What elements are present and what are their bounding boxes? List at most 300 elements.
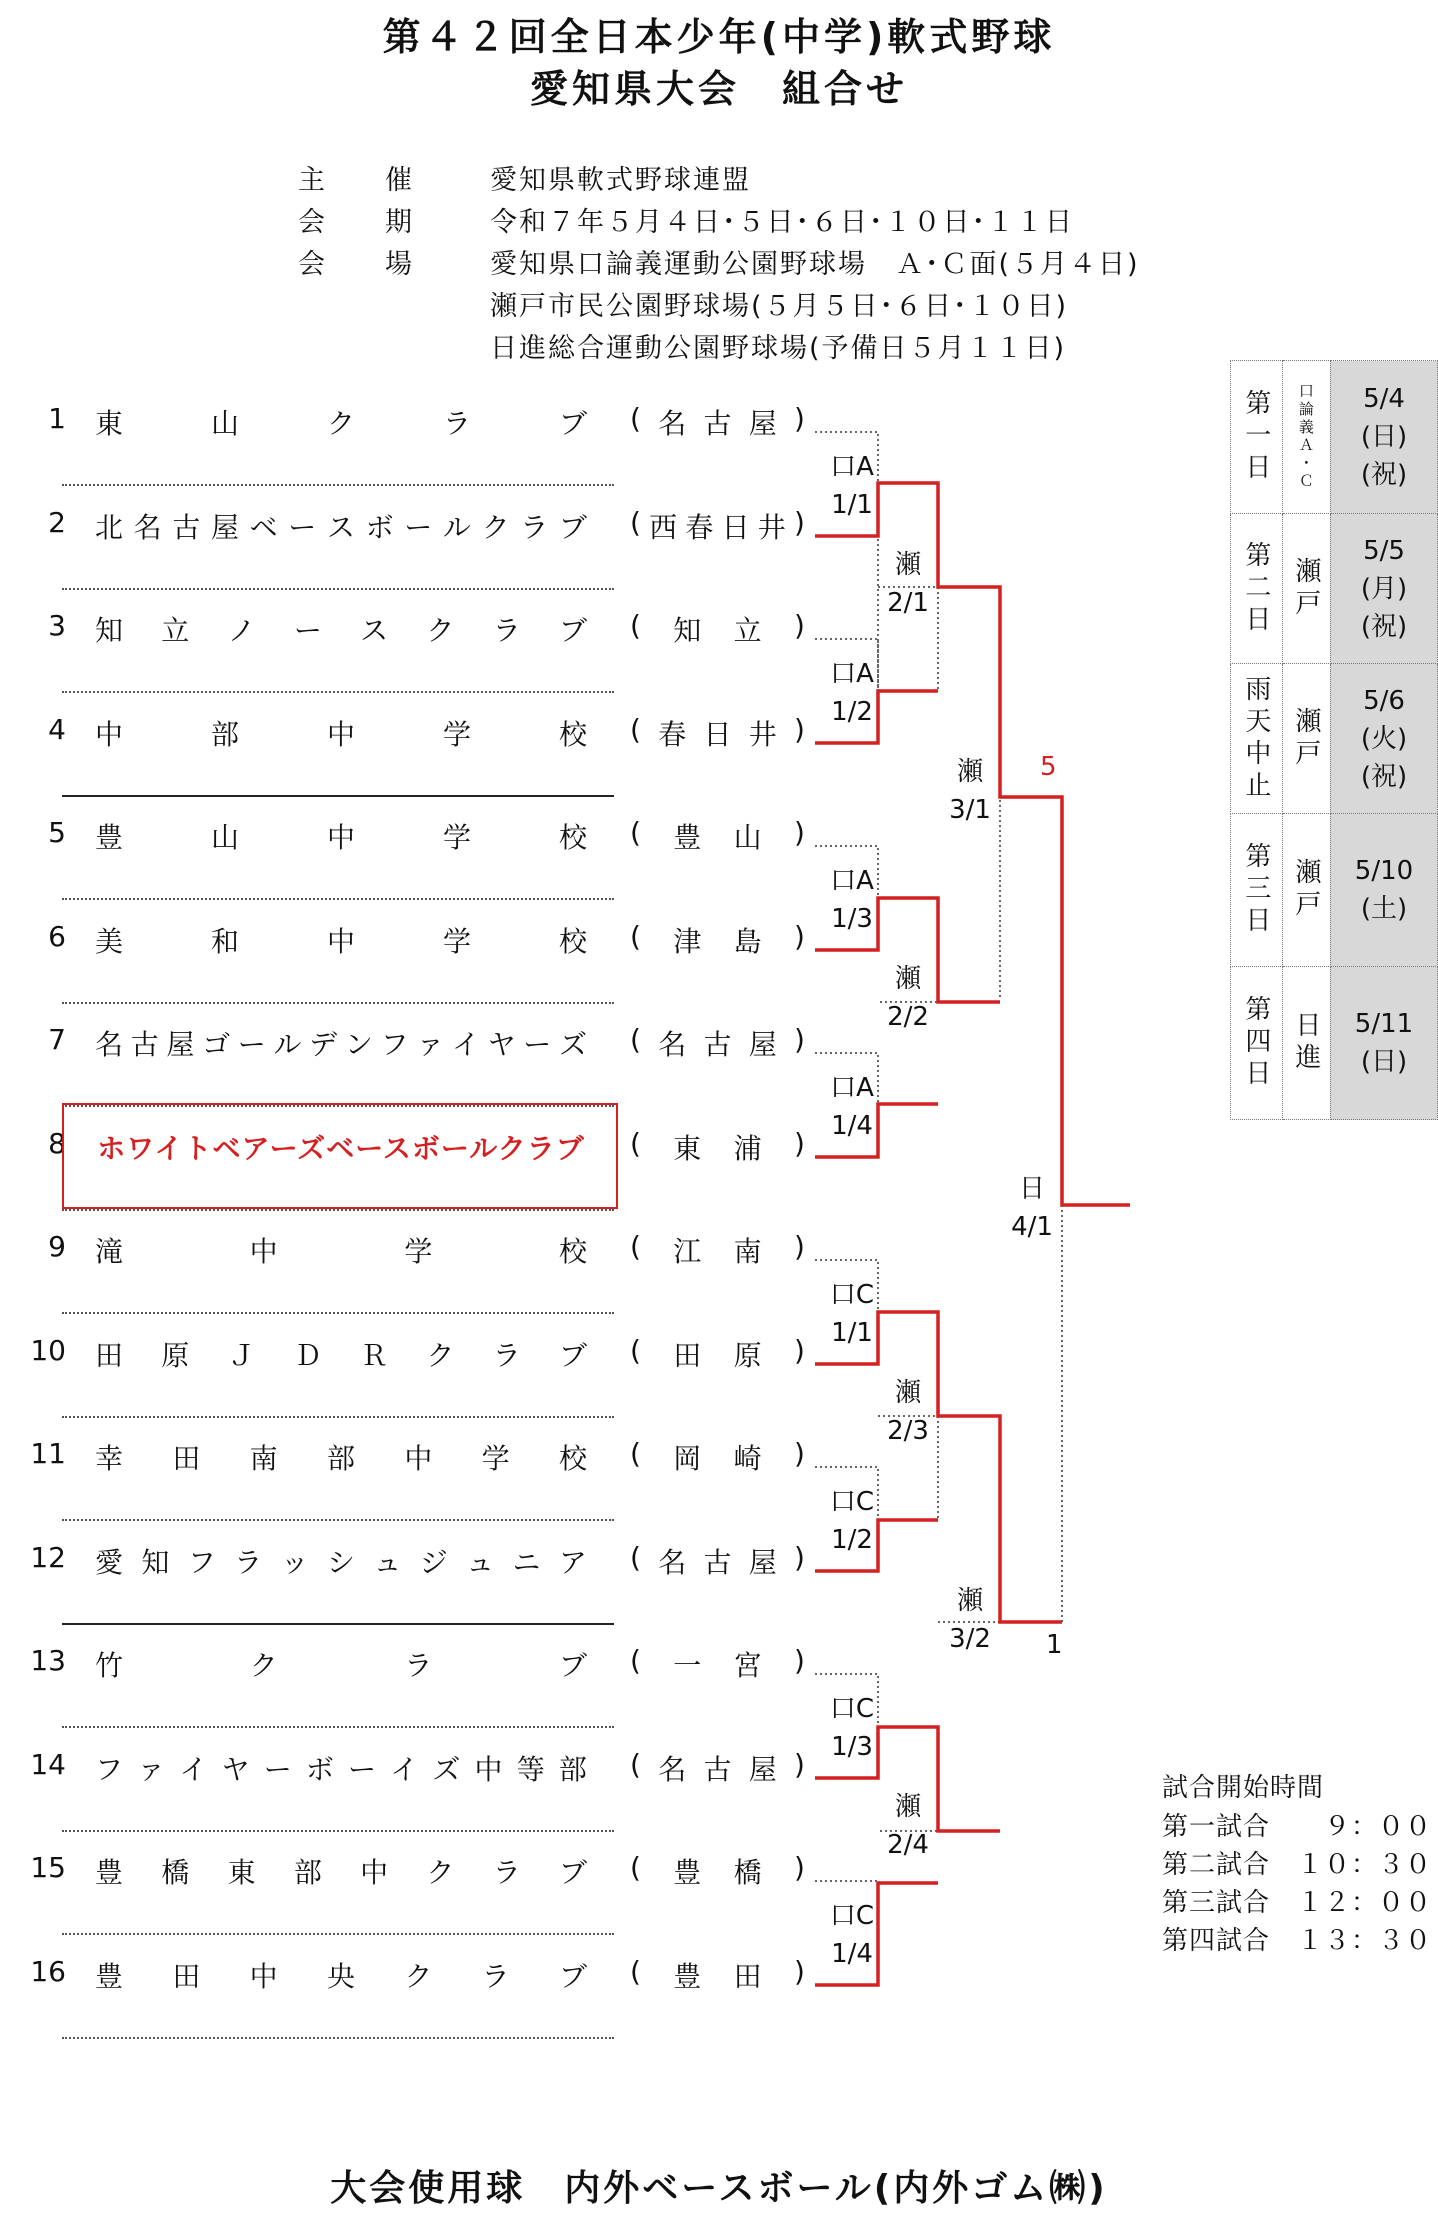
round1-match-label-venue: 口C [829,1694,875,1724]
team-number: 13 [30,1644,66,1677]
round2-match-label [878,1788,938,1864]
schedule-date-date: 5/11 [1354,1009,1414,1039]
team-name-char: ラ [442,407,471,440]
start-time-label: 第二試合 [1162,1850,1271,1880]
team-number: 15 [30,1851,66,1884]
team-name-char: 学 [442,924,471,958]
team-area-char: ( [630,1333,641,1367]
team-name-char: 竹 [95,1649,124,1682]
schedule-date-dow: (火) [1360,723,1408,754]
team-name-char: 田 [95,1338,124,1372]
team-area-char: ) [794,1023,805,1056]
team-name-char: ラ [404,1649,433,1682]
team-number: 14 [30,1747,66,1781]
team-name-char: ラ [234,1545,263,1579]
team-area-char: 古 [703,407,732,440]
team-name-char: フ [380,1028,409,1061]
team-name-char: 豊 [95,1856,124,1889]
round1-match-label-venue: 口A [830,659,874,689]
team-name-char: 中 [326,821,355,854]
team-area-char: 島 [733,924,762,958]
schedule-venue-text: 瀬戸 [1290,556,1321,621]
team-area-char: 屋 [748,1545,777,1579]
round1-match-label-venue: 口C [829,1280,875,1310]
info-value: 愛知県口論義運動公園野球場 Ａ･Ｃ面(５月４日) [490,249,1140,280]
schedule-date-dow: (月) [1360,573,1408,604]
team-name-char: ニ [512,1545,541,1579]
semifinal-match-label [940,1582,1000,1658]
team-name-char: 校 [558,821,587,854]
team-name-char: ラ [492,1338,521,1372]
team-name-char: 中 [360,1856,389,1889]
team-name-char: ー [237,1028,266,1061]
team-name-char: ー [404,510,433,544]
team-name-char: 和 [210,924,239,958]
team-area-char: ( [630,1023,641,1056]
schedule-day-text: 第三日 [1240,842,1271,938]
team-area-char: ( [630,1747,641,1781]
team-area-char: ( [630,1851,641,1884]
team-area-char: ( [630,712,641,746]
team-name-char: 田 [172,1442,201,1475]
team-name-char: 部 [326,1442,355,1475]
team-name-char: ク [426,614,455,647]
schedule-row [1231,967,1438,1120]
team-name-char: ボ [305,1752,334,1786]
team-number: 3 [48,609,66,642]
team-name-char: 田 [172,1959,201,1993]
info-label: 主 催 [298,165,414,196]
round1-match-label-venue: 口C [829,1901,875,1931]
team-name-char: ー [348,1752,377,1786]
team-area-char: 春 [685,510,714,544]
round1-match-label [822,655,882,731]
semifinal-match-label-venue: 瀬 [956,1586,983,1616]
team-area-char: ( [630,402,641,435]
team-name-char: Ｒ [360,1338,389,1372]
team-name-char: ァ [137,1752,166,1786]
team-area-char: 江 [673,1235,702,1268]
team-name-char: 古 [130,1028,159,1061]
team-name-char: ボ [365,510,394,544]
team-area-char: 崎 [733,1442,762,1475]
team-area-char: ( [630,609,641,642]
start-time-label: 第一試合 [1162,1812,1271,1842]
team-area-char: ) [794,1437,805,1470]
team-area-char: ) [794,1954,805,1988]
team-name-char: ブ [558,510,587,544]
team-name-char: 名 [95,1028,124,1061]
round1-match-label-venue: 口C [829,1487,875,1517]
team-name-char: 豊 [95,821,124,854]
team-name-char: 知 [95,614,124,647]
round1-match-label-date: 1/4 [831,1939,873,1969]
schedule-date [1330,967,1437,1120]
team-name-char: 中 [474,1752,503,1786]
team-name-char: ァ [416,1028,445,1061]
team-number: 5 [48,816,66,849]
schedule-date-date: 5/6 [1363,685,1405,716]
team-area-char: 東 [673,1131,702,1165]
score-upper: 5 [1040,752,1057,782]
team-name-char: 中 [404,1442,433,1475]
team-number: 2 [48,505,66,539]
team-name-char: 等 [516,1752,545,1786]
round2-match-label-date: 2/2 [887,1002,929,1032]
team-name-char: 中 [326,924,355,958]
team-area-char: ) [794,816,805,849]
team-name-char: ラ [492,614,521,647]
info-label: 会 場 [298,249,414,280]
schedule-venue-text: 日進 [1290,1011,1321,1075]
team-name-char: デ [309,1028,338,1061]
round1-match-label-date: 1/2 [831,697,873,727]
schedule-venue-text: 口論義Ａ・Ｃ [1296,383,1315,491]
schedule-date-dow: (日) [1360,1047,1408,1077]
team-area-char: 日 [721,510,750,544]
schedule-date-extra: (祝) [1360,460,1408,490]
team-name-char: ー [523,1028,552,1061]
team-area-char: 原 [733,1338,762,1372]
team-name-char: ュ [373,1545,402,1579]
team-area-char: 日 [703,717,732,751]
info-value: 愛知県軟式野球連盟 [490,165,751,196]
round1-match-label-venue: 口A [830,866,874,896]
schedule-day-text: 第二日 [1240,540,1271,637]
schedule-row [1231,361,1438,514]
team-number: 7 [48,1023,66,1056]
final-match-label-date: 4/1 [1011,1212,1053,1242]
team-name-char: ブ [558,1959,587,1993]
team-name-char: フ [95,1752,124,1786]
schedule-date [1330,361,1437,514]
round2-match-label-date: 2/1 [887,588,929,618]
schedule-venue [1282,664,1330,814]
schedule-venue [1282,814,1330,967]
team-area-char: 古 [703,1545,732,1579]
team-area-char: ( [630,1230,641,1263]
team-name-char: 校 [558,717,587,751]
round1-match-label-date: 1/3 [831,1732,873,1762]
team-name-char: ン [344,1028,373,1061]
team-name-char: 校 [558,1442,587,1475]
team-name-char: 北 [95,510,124,544]
start-time-row [1162,1884,1432,1922]
team-area-char: 豊 [673,1856,702,1889]
schedule-date-extra: (祝) [1360,611,1408,642]
team-name-char: 知 [141,1545,170,1579]
team-name-char: 部 [210,717,239,751]
schedule-date [1330,514,1437,664]
info-value: 令和７年５月４日･５日･６日･１０日･１１日 [490,207,1074,238]
team-name-char: ヤ [221,1752,250,1786]
team-name-char: ブ [558,1338,587,1372]
round1-match-label-date: 1/1 [831,490,873,520]
start-time-row [1162,1808,1432,1846]
team-area-char: ) [794,609,805,642]
start-time-row [1162,1846,1432,1884]
round2-match-label [878,546,938,622]
team-area-char: ) [794,1747,805,1781]
round2-match-label-venue: 瀬 [894,1378,921,1408]
team-name-char: 東 [95,407,124,440]
team-name-char: 原 [161,1338,190,1372]
round1-match-label-venue: 口A [830,1073,874,1103]
schedule-day [1231,361,1283,514]
team-name-char: 中 [95,717,124,751]
schedule-venue-text: 瀬戸 [1290,706,1321,771]
team-area-char: 古 [703,1752,732,1786]
team-name-char: 部 [558,1752,587,1786]
team-area-char: 屋 [748,407,777,440]
semifinal-match-label-date: 3/2 [949,1624,991,1654]
round1-match-label-date: 1/2 [831,1525,873,1555]
schedule-date-date: 5/10 [1354,856,1414,886]
team-area-char: 西 [649,510,678,544]
team-area-char: ) [794,712,805,746]
team-name-char: 愛 [95,1545,124,1579]
start-times-heading: 試合開始時間 [1162,1773,1325,1803]
team-area-char: ( [630,1437,641,1470]
team-name-char: 滝 [95,1235,124,1268]
team-area-char: 名 [658,1752,687,1786]
team-name-char: ジ [419,1545,448,1579]
team-number: 1 [48,402,66,435]
team-name-char: ア [558,1545,587,1579]
team-number: 4 [48,712,66,746]
footer-ball-note: 大会使用球 内外ベースボール(内外ゴム㈱) [330,2168,1108,2209]
round1-match-label-date: 1/4 [831,1111,873,1141]
team-area-char: 南 [733,1235,762,1268]
team-number: 11 [30,1437,66,1470]
team-name-char: 美 [95,924,124,958]
start-time-time: １２：００ [1296,1888,1432,1918]
team-number: 10 [30,1333,66,1367]
team-name-char: ー [293,614,322,647]
start-time-label: 第四試合 [1162,1926,1271,1956]
team-area-char: ( [630,1644,641,1677]
start-time-time: １０：３０ [1296,1850,1432,1880]
team-name-char: シ [326,1545,355,1579]
team-name-char: 豊 [95,1959,124,1993]
final-match-label [1002,1170,1062,1246]
schedule-row [1231,664,1438,814]
team-name-char: 東 [227,1856,256,1889]
schedule-date-extra: (祝) [1360,761,1408,792]
start-time-time: ９：００ [1323,1812,1432,1842]
round1-match-label [822,1069,882,1145]
team-area-char: 豊 [673,1959,702,1993]
team-name-char: 校 [558,924,587,958]
schedule-row [1231,514,1438,664]
team-name-char: ズ [432,1752,461,1786]
schedule-date-dow: (日) [1360,422,1408,452]
team-name-char: 屋 [166,1028,195,1061]
team-name-char: ク [326,407,355,440]
team-name-char: 山 [210,821,239,854]
info-value: 日進総合運動公園野球場(予備日５月１１日) [490,333,1067,364]
team-name-char: ル [442,510,471,544]
schedule-venue-text: 瀬戸 [1290,858,1321,922]
team-name-char: 南 [249,1442,278,1475]
round1-match-label [822,1276,882,1352]
team-name-char: 古 [172,510,201,544]
round2-match-label [878,1374,938,1450]
team-area-char: 田 [733,1959,762,1993]
round1-match-label-date: 1/3 [831,904,873,934]
schedule-day [1231,514,1283,664]
team-name-char: フ [187,1545,216,1579]
team-name-char: ラ [481,1959,510,1993]
team-name-char: ノ [227,614,256,647]
team-area-char: ) [794,1126,805,1160]
team-name-char: ー [288,510,317,544]
round2-match-label-date: 2/4 [887,1830,929,1860]
team-number: 16 [30,1954,66,1988]
team-area-char: 古 [703,1028,732,1061]
team-name-char: ラ [520,510,549,544]
team-name-char: 央 [326,1959,355,1993]
team-area-char: 名 [658,1028,687,1061]
round1-match-label [822,448,882,524]
team-area-char: 山 [733,821,762,854]
team-area-char: ( [630,1126,641,1160]
round2-match-label-venue: 瀬 [894,1792,921,1822]
team-area-char: 豊 [673,821,702,854]
team-area-char: ) [794,919,805,953]
schedule-day [1231,814,1283,967]
team-name-char: イ [390,1752,419,1786]
start-times [1162,1768,1432,1960]
team-area-char: ) [794,505,805,539]
team-name-char: Ｄ [293,1338,322,1372]
semifinal-match-label [940,753,1000,829]
team-area-char: 屋 [748,1752,777,1786]
team-name-char: ッ [280,1545,309,1579]
team-name-char: 中 [249,1959,278,1993]
team-name-char: ブ [558,614,587,647]
team-area-char: ( [630,505,641,539]
team-name-char: ブ [558,407,587,440]
team-name-char: ブ [558,1649,587,1682]
schedule-row [1231,814,1438,967]
team-name-char: ラ [492,1856,521,1889]
team-area-char: ) [794,402,805,435]
round1-match-label [822,1897,882,1973]
round2-match-label [878,960,938,1036]
team-name-char: 中 [249,1235,278,1268]
schedule-venue [1282,361,1330,514]
team-name-char: ク [249,1649,278,1682]
team-name-char: 学 [404,1235,433,1268]
team-name-char: ス [326,510,355,544]
start-time-time: １３：３０ [1296,1926,1432,1956]
team-number: 9 [48,1230,66,1263]
team-area-char: ( [630,1954,641,1988]
team-name-char: 屋 [210,510,239,544]
team-area-char: 橋 [733,1856,762,1889]
team-name-char: ズ [558,1028,587,1061]
round2-match-label-venue: 瀬 [894,550,921,580]
team-name-char: ル [273,1028,302,1061]
schedule-date-date: 5/5 [1363,535,1405,566]
team-name-char: ー [263,1752,292,1786]
round2-match-label-date: 2/3 [887,1416,929,1446]
team-area-char: 立 [733,614,762,647]
team-name-char: ベ [249,510,278,544]
team-area-char: ( [630,816,641,849]
team-name-char: ゴ [202,1028,231,1061]
team-area-char: 井 [757,510,786,544]
schedule-date-date: 5/4 [1363,384,1405,414]
team-name-char: 学 [442,821,471,854]
team-name-char: 山 [210,407,239,440]
team-name-char: ホワイトベアーズベースボールクラブ [97,1131,585,1165]
title-line-2: 愛知県大会 組合せ [529,67,908,111]
team-name-char: 立 [161,614,190,647]
team-number: 12 [30,1540,66,1574]
info-label: 会 期 [298,207,414,238]
team-name-char: ヤ [487,1028,516,1061]
team-area-char: ) [794,1644,805,1677]
team-name-char: 部 [293,1856,322,1889]
team-name-char: 名 [133,510,162,544]
team-area-char: 知 [673,614,702,647]
team-area-char: ) [794,1230,805,1263]
team-name-char: 橋 [161,1856,190,1889]
semifinal-match-label-venue: 瀬 [956,757,983,787]
team-area-char: ( [630,919,641,953]
team-area-char: 岡 [673,1442,702,1475]
team-area-char: ) [794,1851,805,1884]
team-area-char: 春 [658,717,687,751]
team-name-char: 中 [326,717,355,751]
round2-match-label-venue: 瀬 [894,964,921,994]
schedule-table [1230,360,1438,1120]
start-time-row [1162,1922,1432,1960]
team-name-char: ク [426,1338,455,1372]
round1-match-label-venue: 口A [830,452,874,482]
schedule-date [1330,664,1437,814]
team-area-char: ( [630,1540,641,1574]
schedule-day-text: 第一日 [1240,389,1271,485]
team-area-char: 名 [658,407,687,440]
team-area-char: 一 [673,1649,702,1682]
team-area-char: 宮 [733,1649,762,1682]
team-name-char: 校 [558,1235,587,1268]
round1-match-label [822,1690,882,1766]
schedule-venue [1282,967,1330,1120]
score-lower: 1 [1046,1630,1063,1660]
round1-match-label-date: 1/1 [831,1318,873,1348]
team-name-char: 学 [442,717,471,751]
team-area-char: 井 [748,717,777,751]
team-name-char: 幸 [95,1442,124,1475]
team-name-char: ク [404,1959,433,1993]
team-name-char: ク [481,510,510,544]
schedule-date [1330,814,1437,967]
team-name-char: イ [451,1028,480,1061]
start-time-label: 第三試合 [1162,1888,1271,1918]
schedule-day [1231,967,1283,1120]
team-number: 8 [48,1126,66,1160]
team-name-char: ク [426,1856,455,1889]
team-name-char: Ｊ [227,1338,256,1372]
schedule-venue [1282,514,1330,664]
team-name-char: イ [179,1752,208,1786]
team-name-char: ュ [466,1545,495,1579]
team-area-char: 津 [673,924,702,958]
